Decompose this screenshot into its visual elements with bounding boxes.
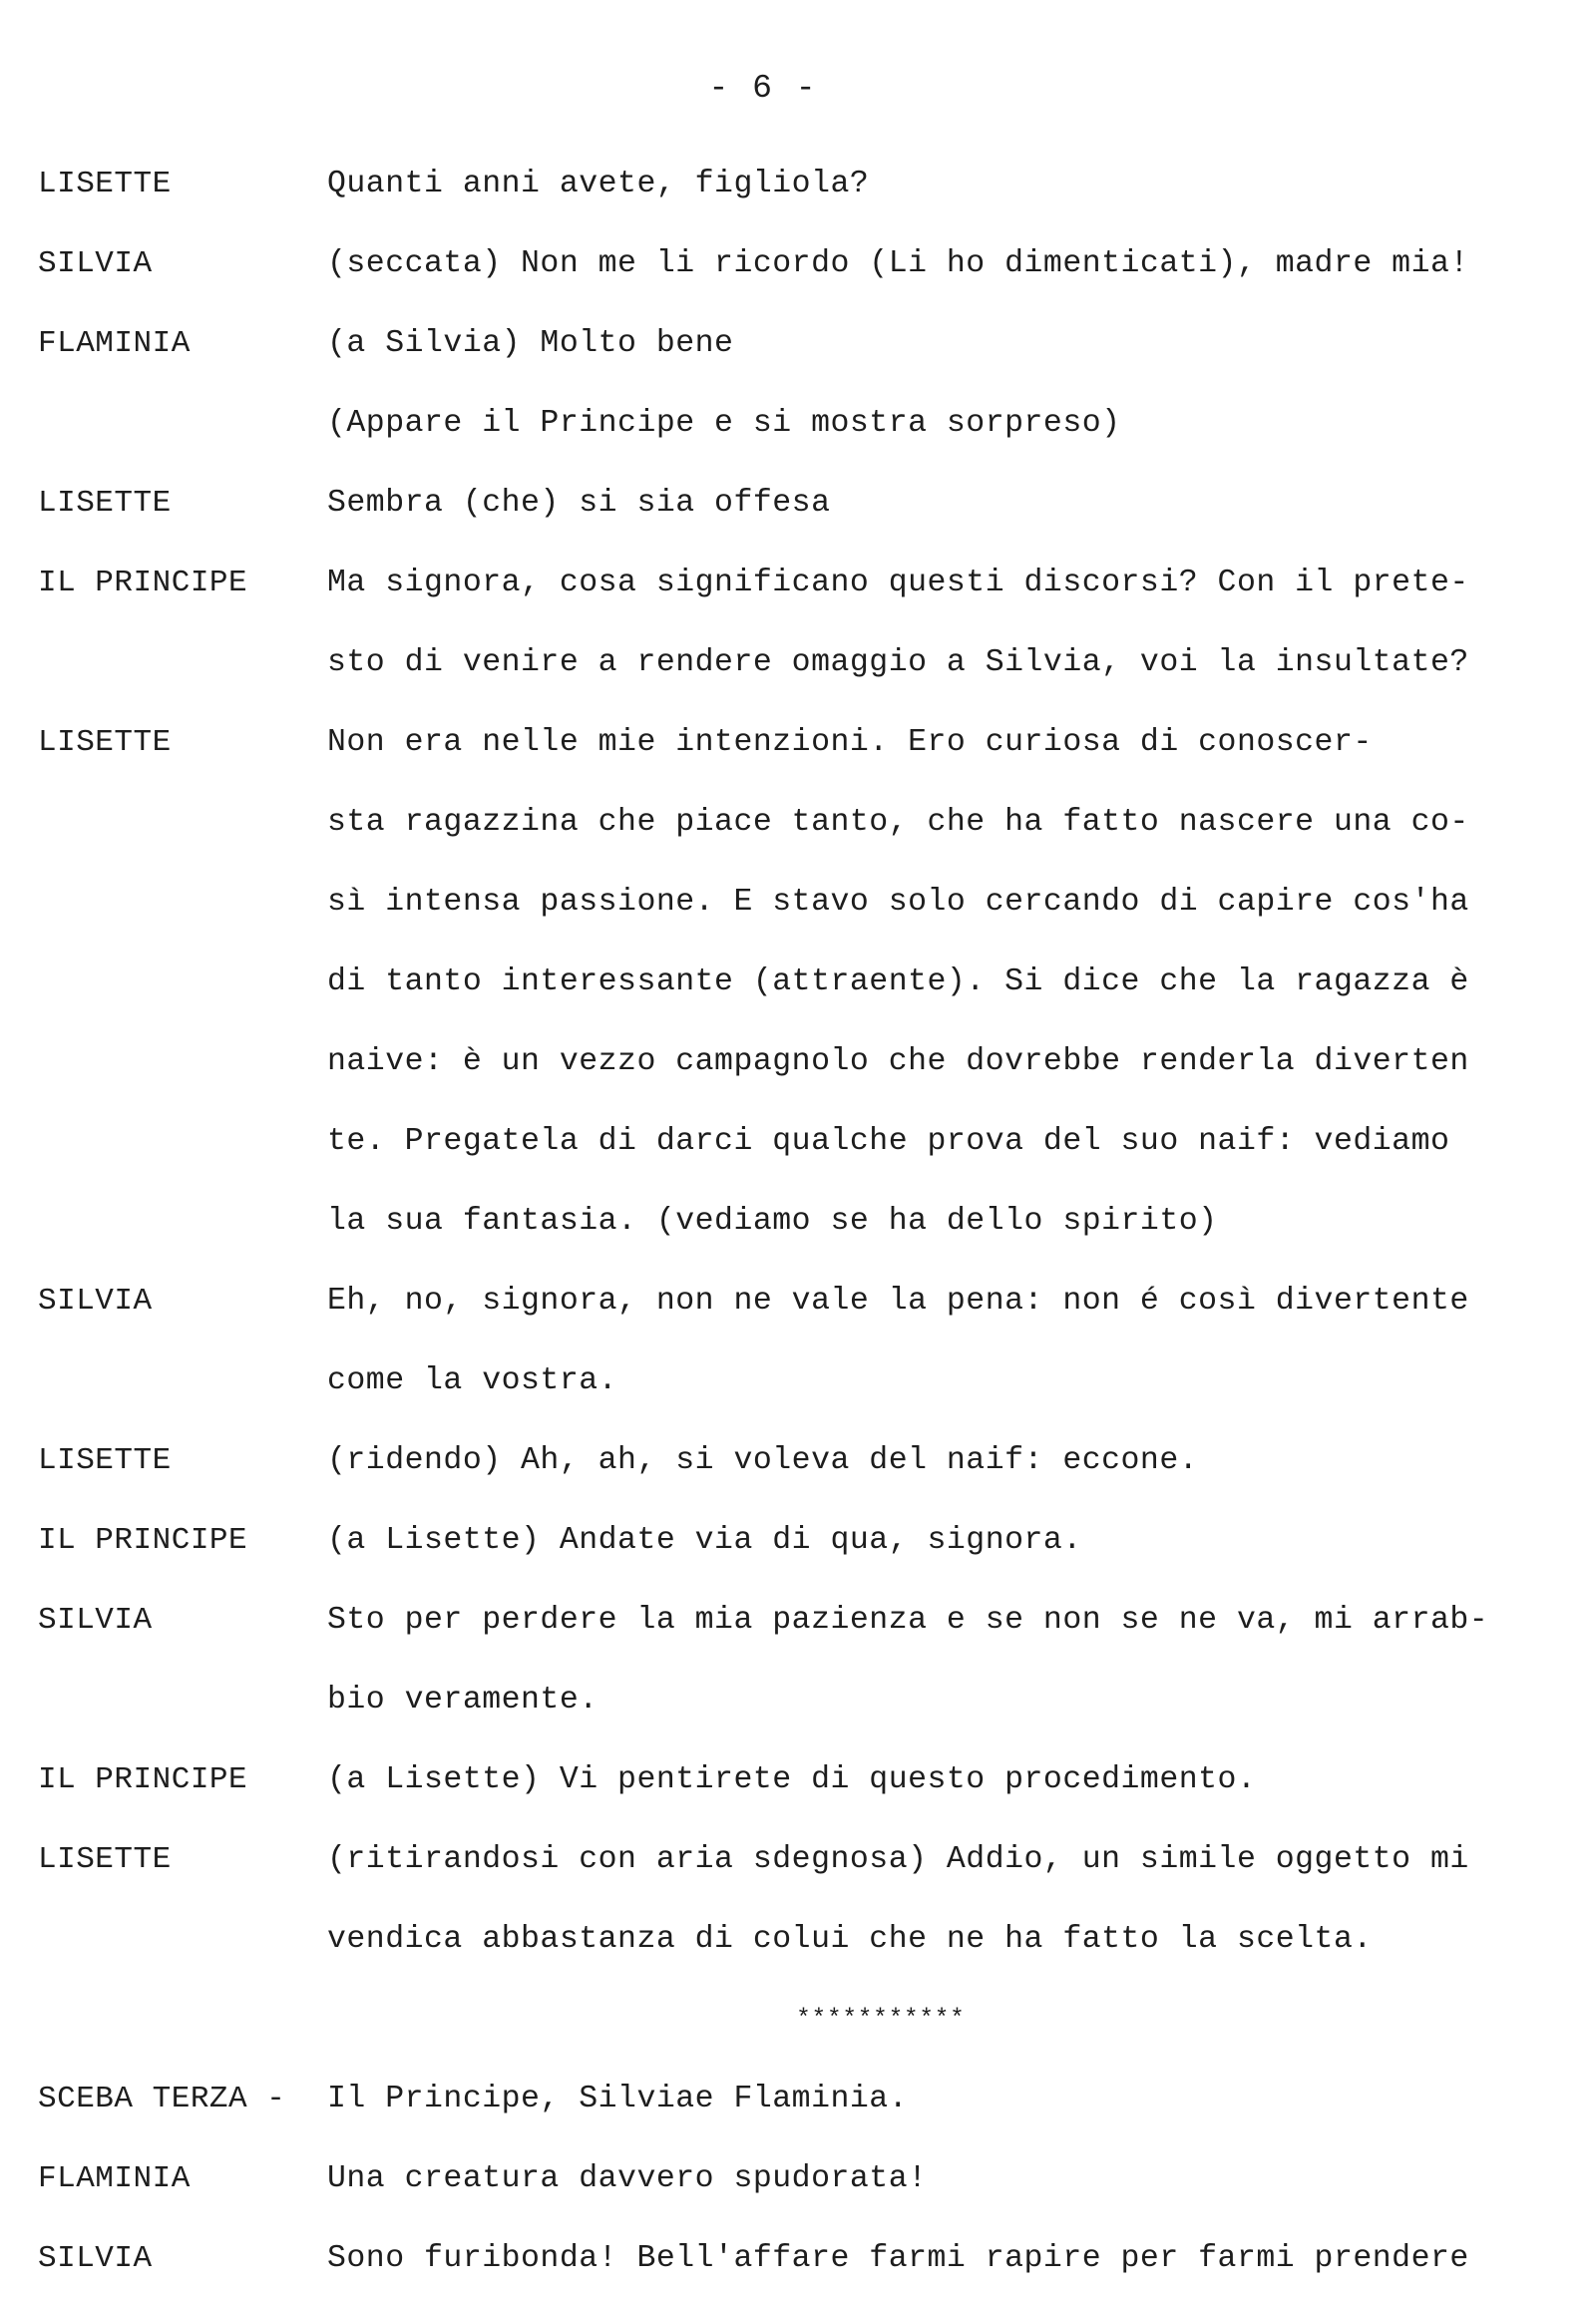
dialogue-block xyxy=(38,145,1564,1980)
dialogue-line: Eh, no, signora, non ne vale la pena: non é così divertente xyxy=(327,1284,1469,1319)
dialogue-line: (seccata) Non me li ricordo (Li ho dimenticati), madre mia! xyxy=(327,246,1469,281)
dialogue-text xyxy=(327,2219,1564,2299)
speaker-name: FLAMINIA xyxy=(38,2161,191,2196)
dialogue-line: sì intensa passione. E stavo solo cercando di capire cos'ha xyxy=(327,885,1469,920)
dialogue-row xyxy=(38,1421,1564,1501)
speaker-name: SILVIA xyxy=(38,1284,153,1319)
dialogue-line: bio veramente. xyxy=(327,1683,598,1718)
dialogue-line: Una creatura davvero spudorata! xyxy=(327,2161,928,2196)
dialogue-text xyxy=(327,1581,1564,1740)
dialogue-text xyxy=(327,464,1564,544)
dialogue-row xyxy=(38,384,1564,464)
dialogue-text xyxy=(327,1740,1564,1820)
dialogue-line: (ridendo) Ah, ah, si voleva del naif: eccone. xyxy=(327,1443,1199,1478)
dialogue-line: (a Silvia) Molto bene xyxy=(327,326,734,361)
speaker-name: FLAMINIA xyxy=(38,326,191,361)
dialogue-line: (ritirandosi con aria sdegnosa) Addio, un simile oggetto mi xyxy=(327,1842,1469,1877)
dialogue-line: la sua fantasia. (vediamo se ha dello spirito) xyxy=(327,1204,1218,1239)
scene-heading xyxy=(38,2060,1564,2139)
speaker-name: LISETTE xyxy=(38,167,172,201)
speaker-name: IL PRINCIPE xyxy=(38,1762,248,1797)
dialogue-text xyxy=(327,304,1564,384)
dialogue-line: come la vostra. xyxy=(327,1363,618,1398)
speaker-name: LISETTE xyxy=(38,1443,172,1478)
dialogue-block-after xyxy=(38,2139,1564,2299)
dialogue-text xyxy=(327,544,1564,703)
dialogue-row xyxy=(38,1262,1564,1421)
dialogue-row xyxy=(38,1820,1564,1980)
dialogue-row xyxy=(38,1740,1564,1820)
speaker-name: LISETTE xyxy=(38,725,172,760)
dialogue-row xyxy=(38,1581,1564,1740)
dialogue-line: vendica abbastanza di colui che ne ha fatto la scelta. xyxy=(327,1922,1373,1957)
dialogue-row xyxy=(38,464,1564,544)
page-number: - 6 - xyxy=(708,70,818,107)
dialogue-text xyxy=(327,1421,1564,1501)
dialogue-row xyxy=(38,224,1564,304)
dialogue-row xyxy=(38,703,1564,1262)
speaker-name: SILVIA xyxy=(38,1603,153,1638)
dialogue-row xyxy=(38,2139,1564,2219)
speaker-name: IL PRINCIPE xyxy=(38,1523,248,1558)
dialogue-text xyxy=(327,1820,1564,1980)
speaker-name: LISETTE xyxy=(38,486,172,521)
dialogue-line: naive: è un vezzo campagnolo che dovrebbe renderla diverten xyxy=(327,1044,1469,1079)
dialogue-line: (a Lisette) Vi pentirete di questo procedimento. xyxy=(327,1762,1257,1797)
dialogue-line: Non era nelle mie intenzioni. Ero curiosa di conoscer- xyxy=(327,725,1373,760)
dialogue-row xyxy=(38,145,1564,224)
dialogue-line: Quanti anni avete, figliola? xyxy=(327,167,870,201)
dialogue-line: Ma signora, cosa significano questi discorsi? Con il prete- xyxy=(327,566,1469,600)
dialogue-text xyxy=(327,1501,1564,1581)
dialogue-line: sta ragazzina che piace tanto, che ha fatto nascere una co- xyxy=(327,805,1469,840)
speaker-name: SILVIA xyxy=(38,246,153,281)
dialogue-row xyxy=(38,1501,1564,1581)
scene-label: SCEBA TERZA - xyxy=(38,2082,286,2116)
dialogue-line: Sono furibonda! Bell'affare farmi rapire per farmi prendere xyxy=(327,2241,1469,2276)
speaker-name: LISETTE xyxy=(38,1842,172,1877)
dialogue-line: Sembra (che) si sia offesa xyxy=(327,486,831,521)
scene-characters: Il Principe, Silviae Flaminia. xyxy=(327,2082,909,2116)
dialogue-text xyxy=(327,2139,1564,2219)
dialogue-text xyxy=(327,145,1564,224)
dialogue-text xyxy=(327,1262,1564,1421)
dialogue-row xyxy=(38,544,1564,703)
dialogue-line: Sto per perdere la mia pazienza e se non se ne va, mi arrab- xyxy=(327,1603,1489,1638)
scene-separator: *********** xyxy=(796,2006,966,2033)
dialogue-line: sto di venire a rendere omaggio a Silvia, voi la insultate? xyxy=(327,645,1469,680)
dialogue-line: (a Lisette) Andate via di qua, signora. xyxy=(327,1523,1082,1558)
dialogue-row xyxy=(38,2219,1564,2299)
dialogue-text xyxy=(327,384,1564,464)
speaker-name: SILVIA xyxy=(38,2241,153,2276)
dialogue-line: di tanto interessante (attraente). Si dice che la ragazza è xyxy=(327,964,1469,999)
dialogue-row xyxy=(38,304,1564,384)
dialogue-line: te. Pregatela di darci qualche prova del suo naif: vediamo xyxy=(327,1124,1450,1159)
dialogue-line: (Appare il Principe e si mostra sorpreso) xyxy=(327,406,1121,441)
speaker-name: IL PRINCIPE xyxy=(38,566,248,600)
dialogue-text xyxy=(327,224,1564,304)
dialogue-text xyxy=(327,703,1564,1262)
script-body xyxy=(38,145,1564,2299)
